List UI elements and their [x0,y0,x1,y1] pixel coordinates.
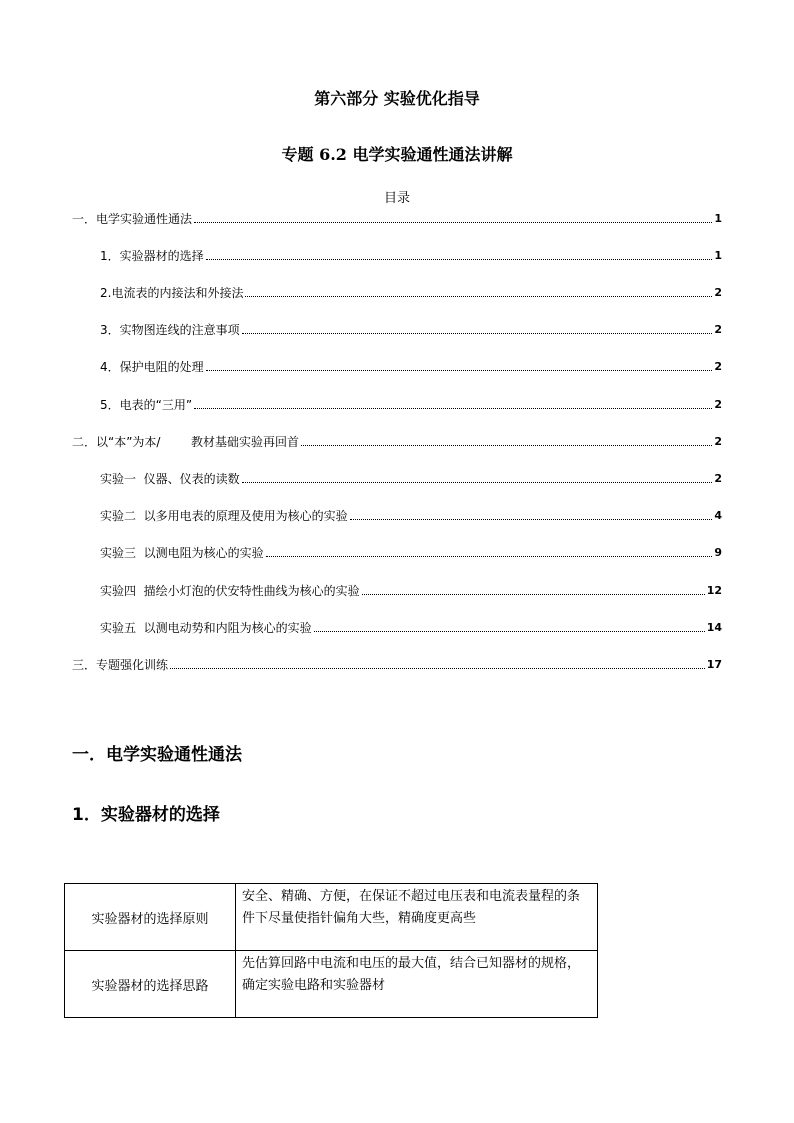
toc-entry-label: 三．专题强化训练 [72,658,169,672]
table-cell-key: 实验器材的选择思路 [65,951,236,1018]
toc-entry-label: 5．电表的“三用” [100,398,193,412]
toc-heading: 目录 [383,191,410,206]
toc-leader-dots [350,518,713,520]
toc-entry-label: 实验五 以测电动势和内阻为核心的实验 [100,621,312,635]
toc-entry-page: 12 [706,584,722,597]
toc-leader-dots [362,593,705,595]
toc-entry[interactable] [100,357,722,377]
toc-entry-page: 2 [714,286,722,299]
toc-entry-label: 实验二 以多用电表的原理及使用为核心的实验 [100,509,348,523]
toc-leader-dots [242,332,713,334]
toc-leader-dots [194,221,712,223]
toc-entry[interactable] [100,246,722,266]
toc-leader-dots [266,555,713,557]
part-title: 第六部分 实验优化指导 [314,89,480,108]
toc-entry-label: 二．以“本”为本/ 教材基础实验再回首 [72,435,299,449]
toc-leader-dots [301,444,712,446]
toc-entry[interactable] [72,655,722,675]
toc-entry[interactable] [100,618,722,638]
toc-entry-page: 17 [706,658,722,671]
toc-entry[interactable] [100,506,722,526]
toc-entry[interactable] [100,581,722,601]
toc-entry-label: 1．实验器材的选择 [100,249,204,263]
table-cell-value: 先估算回路中电流和电压的最大值，结合已知器材的规格，确定实验电路和实验器材 [236,951,598,1018]
toc-entry[interactable] [100,543,722,563]
toc-entry[interactable] [100,469,722,489]
toc-entry-page: 2 [714,360,722,373]
table-cell-value: 安全、精确、方便，在保证不超过电压表和电流表量程的条件下尽量使指针偏角大些，精确度更高些 [236,884,598,951]
toc-entry[interactable] [100,395,722,415]
toc-entry-page: 2 [714,398,722,411]
toc-entry-page: 14 [706,621,722,634]
toc-entry-label: 4．保护电阻的处理 [100,360,204,374]
table-cell-key: 实验器材的选择原则 [65,884,236,951]
toc-leader-dots [206,258,713,260]
toc-entry-label: 实验一 仪器、仪表的读数 [100,472,240,486]
toc-entry-page: 1 [714,249,722,262]
toc-entry-page: 1 [714,212,722,225]
toc-entry-page: 2 [714,472,722,485]
toc-entry-page: 2 [714,323,722,336]
toc-leader-dots [245,295,712,297]
toc-leader-dots [194,407,712,409]
toc-leader-dots [170,667,705,669]
table-row [65,884,598,951]
toc-entry[interactable] [72,209,722,229]
toc-entry-label: 实验三 以测电阻为核心的实验 [100,546,264,560]
toc-entry-label: 3．实物图连线的注意事项 [100,323,240,337]
toc-entry[interactable] [100,283,722,303]
toc-entry-label: 一．电学实验通性通法 [72,212,193,226]
section-heading: 一．电学实验通性通法 [72,745,242,765]
toc-entry-page: 2 [714,435,722,448]
toc-entry[interactable] [100,320,722,340]
toc-leader-dots [206,369,713,371]
table-row [65,951,598,1018]
equipment-selection-table [64,883,598,1018]
toc-entry-label: 2.电流表的内接法和外接法 [100,286,244,300]
subsection-heading: 1．实验器材的选择 [72,805,220,825]
topic-title: 专题 6.2 电学实验通性通法讲解 [281,145,513,164]
toc-leader-dots [242,481,713,483]
toc-entry-label: 实验四 描绘小灯泡的伏安特性曲线为核心的实验 [100,584,360,598]
toc-leader-dots [314,630,705,632]
toc-entry-page: 4 [714,509,722,522]
toc-entry-page: 9 [714,546,722,559]
toc-entry[interactable] [72,432,722,452]
